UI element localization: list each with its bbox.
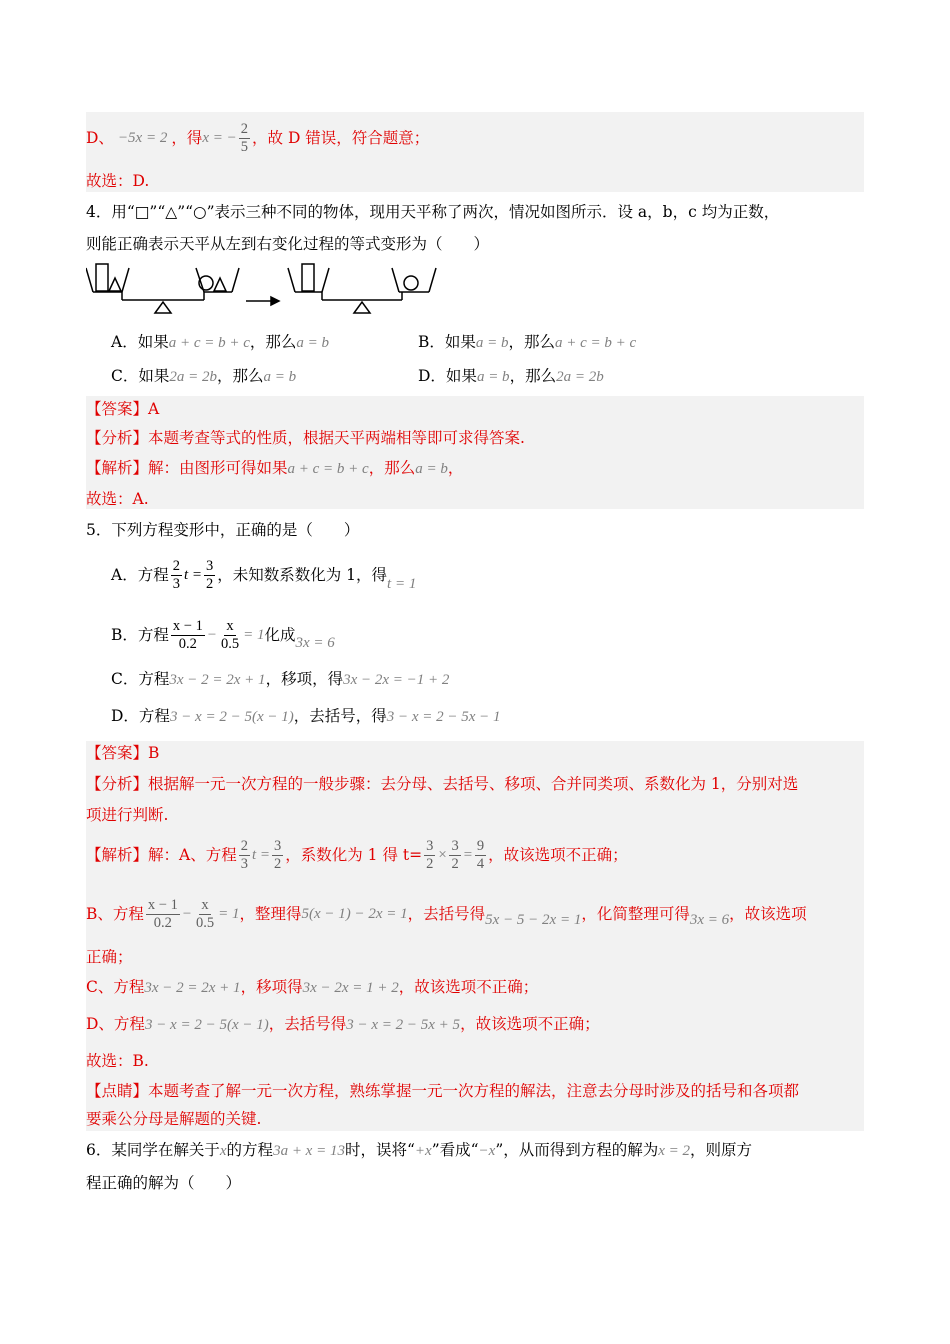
left-balance [86,264,239,313]
q6-stem-line2: 程正确的解为（ ） [86,1174,242,1192]
q5-explain-b-line2: 正确； [86,948,133,966]
q5-explain-d: D、方程3 − x = 2 − 5(x − 1)，去括号得3 − x = 2 − 5x + 5，故该选项不正确； [86,1015,600,1033]
q4-explain: 【解析】解：由图形可得如果a + c = b + c，那么a = b， [86,459,464,477]
q5-explain-c: C、方程3x − 2 = 2x + 1，移项得3x − 2x = 1 + 2，故该选项不正确； [86,978,539,996]
q5-option-c: C．方程3x − 2 = 2x + 1，移项，得3x − 2x = −1 + 2 [111,670,450,688]
q4-stem-line2: 则能正确表示天平从左到右变化过程的等式变形为（ ） [86,235,490,253]
q5-analysis-line1: 【分析】根据解一元一次方程的一般步骤：去分母、去括号、移项、合并同类项、系数化为 1，分别对选 [86,775,799,793]
q4-option-b: B．如果a = b，那么a + c = b + c [418,333,637,351]
q5-analysis-line2: 项进行判断. [86,806,169,824]
triangle-object [109,278,121,291]
q5-comment-line1: 【点睛】本题考查了解一元一次方程，熟练掌握一元一次方程的解法，注意去分母时涉及的括号和各项都 [86,1082,800,1100]
q4-stem-line1: 4．用“□”“△”“○”表示三种不同的物体，现用天平称了两次，情况如图所示．设 a，b，c 均为正数， [86,203,780,221]
q4-option-a: A．如果a + c = b + c，那么a = b [111,333,330,351]
q5-explain-b: B、方程 $\frac{x - 1}{0.2}$ − $\frac{x}{0.5}$ = 1 ，整理得 5(x − 1) − 2x = 1 ，去括号得 5x − 5 − 2x = 1 ，化简整理可得 3x = 6 ，故该选项 [86,896,807,931]
triangle-object-2 [214,278,226,291]
arrow-icon [246,297,279,305]
q3-choice: 故选：D. [86,172,150,190]
q6-stem-line1: 6．某同学在解关于x的方程3a + x = 13时，误将“+x”看成“−x”，从而得到方程的解为x = 2，则原方 [86,1141,753,1159]
q4-answer-block [86,396,864,509]
balance-scale-figure [86,258,446,322]
q5-option-b: B．方程 $\frac{x - 1}{0.2}$ − $\frac{x}{0.5}$ = 1 化成 3x = 6 [111,617,335,652]
q5-option-d: D．方程3 − x = 2 − 5(x − 1)，去括号，得3 − x = 2 − 5x − 1 [111,707,501,725]
q4-analysis: 【分析】本题考查等式的性质，根据天平两端相等即可求得答案. [86,429,525,447]
fulcrum-right [354,302,370,313]
q5-explain-a: 【解析】解：A、方程 $\frac{2}{3}$ t = $\frac{3}{2}$ ，系数化为 1 得 t= $\frac{3}{2}$ × $\frac{3}{2}$ = $\frac{9}{4}$ ，故该选项不正确； [86,837,628,872]
square-object-right [302,264,314,291]
q4-option-c: C．如果2a = 2b，那么a = b [111,367,297,385]
q5-choice: 故选：B. [86,1052,149,1070]
q5-answer: 【答案】B [86,744,160,762]
circle-object-right [404,276,418,290]
fulcrum [155,302,171,313]
square-object [96,264,108,291]
q5-stem: 5．下列方程变形中，正确的是（ ） [86,521,360,539]
q4-option-d: D．如果a = b，那么2a = 2b [418,367,604,385]
right-balance [288,264,436,313]
q4-choice: 故选：A. [86,490,149,508]
q5-option-a: A．方程 $\frac{2}{3}$ t = $\frac{3}{2}$ ，未知数系数化为 1，得 t = 1 [111,557,417,592]
q3-option-d-explain: D、 −5x = 2 ，得 x = − $\frac{2}{5}$ ，故 D 错误，符合题意； [86,120,430,155]
q5-comment-line2: 要乘公分母是解题的关键. [86,1110,262,1128]
q4-answer: 【答案】A [86,400,160,418]
